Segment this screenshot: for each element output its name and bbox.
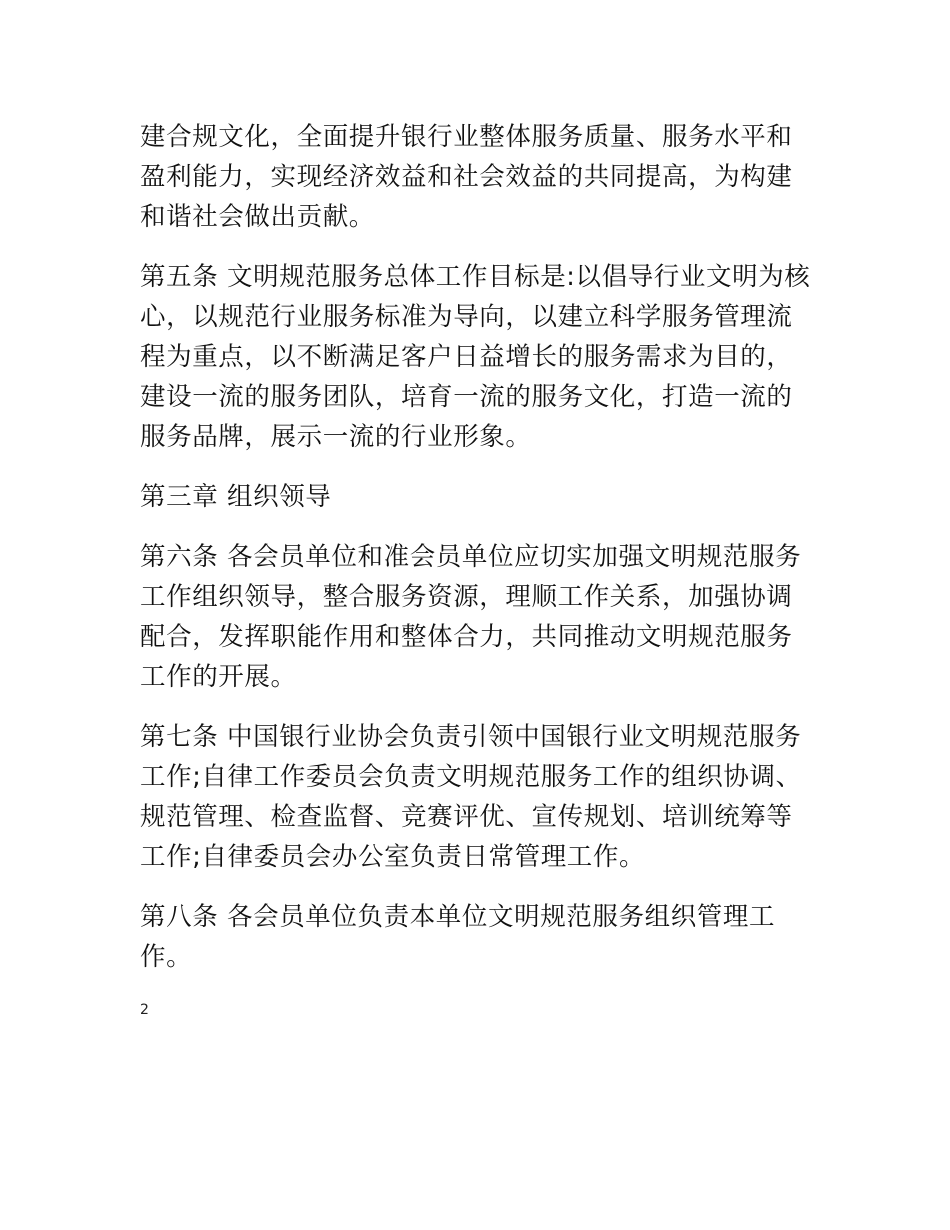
paragraph-article-7: 第七条 中国银行业协会负责引领中国银行业文明规范服务工作;自律工作委员会负责文明规范服务工作的组织协调、规范管理、检查监督、竞赛评优、宣传规划、培训统筹等工作;自律委员会办公室负责日常管理工作。 [140,722,802,872]
chapter-heading: 第三章 组织领导 [140,482,332,512]
paragraph-article-8: 第八条 各会员单位负责本单位文明规范服务组织管理工作。 [140,902,776,972]
document-body [140,117,812,997]
paragraph-article-5: 第五条 文明规范服务总体工作目标是:以倡导行业文明为核心，以规范行业服务标准为导向，以建立科学服务管理流程为重点，以不断满足客户日益增长的服务需求为目的，建设一流的服务团队，培育一流的服务文化，打造一流的服务品牌，展示一流的行业形象。 [140,262,811,452]
page-number: 2 [140,1002,149,1018]
paragraph-intro-continuation: 建合规文化，全面提升银行业整体服务质量、服务水平和盈利能力，实现经济效益和社会效益的共同提高，为构建和谐社会做出贡献。 [140,122,793,232]
paragraph-article-6: 第六条 各会员单位和准会员单位应切实加强文明规范服务工作组织领导，整合服务资源，理顺工作关系，加强协调配合，发挥职能作用和整体合力，共同推动文明规范服务工作的开展。 [140,542,802,692]
